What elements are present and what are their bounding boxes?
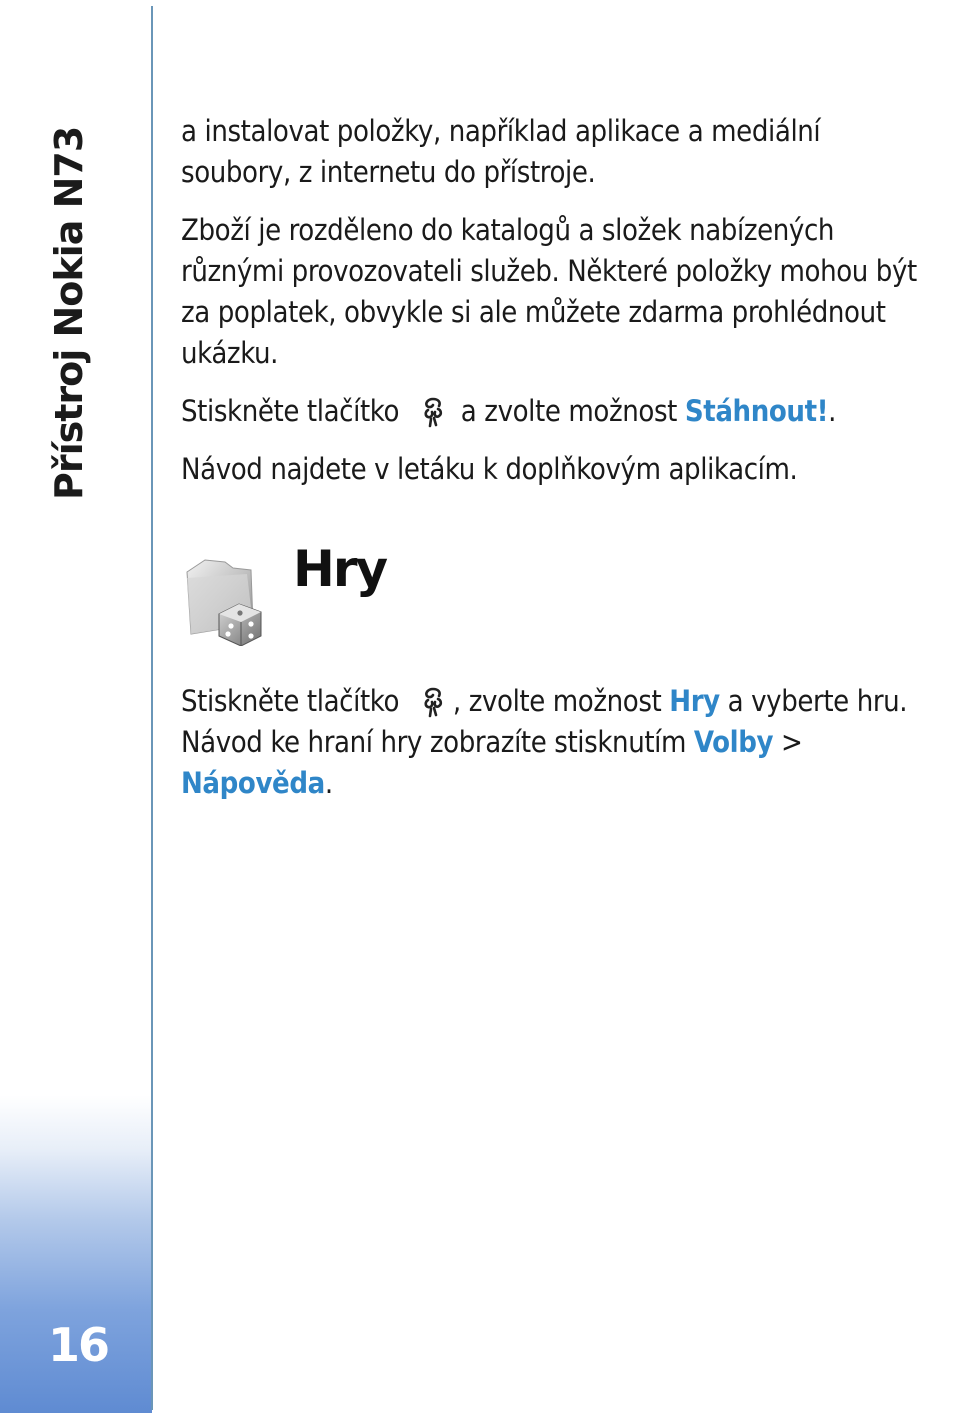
games-line3-after: . [324, 766, 333, 800]
section-title: Hry [293, 540, 387, 598]
catalog-line-3: za poplatek, obvykle si ale můžete zdarma prohlédnout [181, 295, 886, 329]
intro-line-2: soubory, z internetu do přístroje. [181, 155, 596, 189]
games-middle: , zvolte možnost [452, 684, 670, 718]
catalog-line-4: ukázku. [181, 336, 279, 370]
download-after: . [828, 394, 837, 428]
help-link[interactable]: Nápověda [181, 766, 325, 800]
games-line2-before: Návod ke hraní hry zobrazíte stisknutím [181, 725, 694, 759]
menu-key-icon [419, 395, 449, 429]
download-option-link[interactable]: Stáhnout! [684, 394, 829, 428]
options-link[interactable]: Volby [693, 725, 774, 759]
games-folder-icon [181, 552, 265, 646]
download-before: Stiskněte tlačítko [181, 394, 400, 428]
menu-separator: > [773, 725, 803, 759]
menu-key-icon [419, 685, 449, 719]
page-number: 16 [48, 1318, 109, 1372]
games-after: a vyberte hru. [719, 684, 908, 718]
catalog-line-2: různými provozovateli služeb. Některé položky mohou být [181, 254, 917, 288]
chapter-title: Přístroj Nokia N73 [47, 126, 91, 500]
games-instruction-line-2 [181, 724, 802, 760]
games-instruction-line-1 [181, 683, 907, 719]
games-before: Stiskněte tlačítko [181, 684, 400, 718]
guide-text: Návod najdete v letáku k doplňkovým aplikacím. [181, 452, 798, 486]
games-option-link[interactable]: Hry [669, 684, 720, 718]
download-middle: a zvolte možnost [452, 394, 685, 428]
intro-line-1: a instalovat položky, například aplikace a mediální [181, 114, 821, 148]
download-instruction [181, 393, 836, 429]
sidebar-divider [151, 6, 153, 1410]
catalog-line-1: Zboží je rozděleno do katalogů a složek nabízených [181, 213, 835, 247]
games-instruction-line-3 [181, 765, 333, 801]
